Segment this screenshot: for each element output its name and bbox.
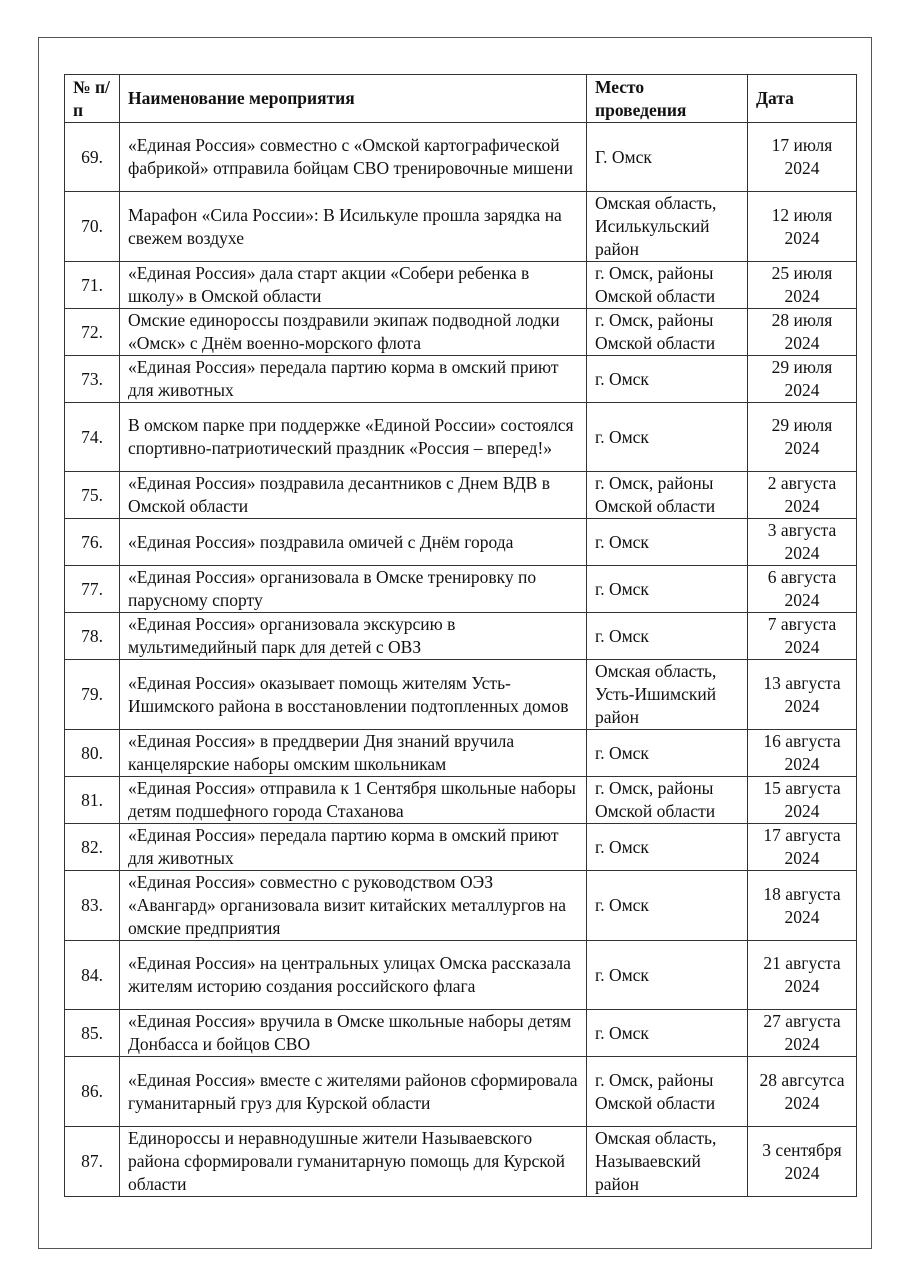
event-date: 18 августа 2024 — [748, 871, 857, 941]
row-number: 78. — [65, 613, 120, 660]
event-date: 29 июля 2024 — [748, 403, 857, 472]
event-date: 25 июля 2024 — [748, 262, 857, 309]
table-row — [65, 730, 857, 777]
event-place: Омская область, Называевский район — [587, 1127, 748, 1197]
table-row — [65, 192, 857, 262]
row-number: 86. — [65, 1057, 120, 1127]
event-place: г. Омск — [587, 403, 748, 472]
event-name: «Единая Россия» организовала в Омске тренировку по парусному спорту — [120, 566, 587, 613]
row-number: 80. — [65, 730, 120, 777]
table-row — [65, 824, 857, 871]
row-number: 74. — [65, 403, 120, 472]
event-place: г. Омск — [587, 613, 748, 660]
event-name: «Единая Россия» вместе с жителями районов сформировала гуманитарный груз для Курской области — [120, 1057, 587, 1127]
event-place: Г. Омск — [587, 123, 748, 192]
table-row — [65, 1057, 857, 1127]
event-name: «Единая Россия» поздравила десантников с Днем ВДВ в Омской области — [120, 472, 587, 519]
table-row — [65, 777, 857, 824]
event-place: г. Омск — [587, 871, 748, 941]
row-number: 77. — [65, 566, 120, 613]
event-date: 27 августа 2024 — [748, 1010, 857, 1057]
events-table — [64, 74, 857, 1197]
table-row — [65, 613, 857, 660]
event-name: «Единая Россия» оказывает помощь жителям Усть-Ишимского района в восстановлении подтопленных домов — [120, 660, 587, 730]
table-row — [65, 1010, 857, 1057]
event-date: 28 авгсутса 2024 — [748, 1057, 857, 1127]
row-number: 73. — [65, 356, 120, 403]
event-name: «Единая Россия» передала партию корма в омский приют для животных — [120, 824, 587, 871]
event-date: 7 августа 2024 — [748, 613, 857, 660]
event-date: 29 июля 2024 — [748, 356, 857, 403]
table-row — [65, 472, 857, 519]
event-name: «Единая Россия» на центральных улицах Омска рассказала жителям историю создания российского флага — [120, 941, 587, 1010]
row-number: 83. — [65, 871, 120, 941]
table-row — [65, 660, 857, 730]
event-name: «Единая Россия» отправила к 1 Сентября школьные наборы детям подшефного города Стаханова — [120, 777, 587, 824]
table-header-row — [65, 75, 857, 123]
event-place: г. Омск, районы Омской области — [587, 777, 748, 824]
event-name: «Единая Россия» организовала экскурсию в мультимедийный парк для детей с ОВЗ — [120, 613, 587, 660]
event-name: «Единая Россия» совместно с руководством ОЭЗ «Авангард» организовала визит китайских металлургов на омские предприятия — [120, 871, 587, 941]
row-number: 72. — [65, 309, 120, 356]
event-date: 12 июля 2024 — [748, 192, 857, 262]
table-row — [65, 1127, 857, 1197]
event-place: г. Омск — [587, 730, 748, 777]
event-name: В омском парке при поддержке «Единой России» состоялся спортивно-патриотический праздник «Россия – вперед!» — [120, 403, 587, 472]
table-row — [65, 871, 857, 941]
row-number: 82. — [65, 824, 120, 871]
event-place: г. Омск — [587, 356, 748, 403]
event-date: 13 августа 2024 — [748, 660, 857, 730]
table-row — [65, 519, 857, 566]
event-place: г. Омск — [587, 824, 748, 871]
event-date: 6 августа 2024 — [748, 566, 857, 613]
table-row — [65, 566, 857, 613]
event-place: г. Омск, районы Омской области — [587, 1057, 748, 1127]
table-row — [65, 123, 857, 192]
event-name: «Единая Россия» совместно с «Омской картографической фабрикой» отправила бойцам СВО тренировочные мишени — [120, 123, 587, 192]
row-number: 69. — [65, 123, 120, 192]
event-name: «Единая Россия» в преддверии Дня знаний вручила канцелярские наборы омским школьникам — [120, 730, 587, 777]
table-row — [65, 403, 857, 472]
table-row — [65, 941, 857, 1010]
event-date: 17 августа 2024 — [748, 824, 857, 871]
header-number: № п/п — [65, 75, 120, 123]
header-place: Место проведения — [587, 75, 748, 123]
header-event-name: Наименование мероприятия — [120, 75, 587, 123]
event-place: г. Омск, районы Омской области — [587, 309, 748, 356]
event-place: Омская область, Усть-Ишимский район — [587, 660, 748, 730]
event-place: г. Омск, районы Омской области — [587, 262, 748, 309]
event-place: г. Омск — [587, 941, 748, 1010]
row-number: 84. — [65, 941, 120, 1010]
event-date: 15 августа 2024 — [748, 777, 857, 824]
row-number: 76. — [65, 519, 120, 566]
row-number: 70. — [65, 192, 120, 262]
table-row — [65, 309, 857, 356]
row-number: 87. — [65, 1127, 120, 1197]
row-number: 79. — [65, 660, 120, 730]
event-name: «Единая Россия» вручила в Омске школьные наборы детям Донбасса и бойцов СВО — [120, 1010, 587, 1057]
event-date: 21 августа 2024 — [748, 941, 857, 1010]
event-date: 2 августа 2024 — [748, 472, 857, 519]
row-number: 75. — [65, 472, 120, 519]
event-place: г. Омск — [587, 1010, 748, 1057]
event-name: Марафон «Сила России»: В Исилькуле прошла зарядка на свежем воздухе — [120, 192, 587, 262]
header-date: Дата — [748, 75, 857, 123]
row-number: 81. — [65, 777, 120, 824]
event-date: 3 августа 2024 — [748, 519, 857, 566]
event-name: Единороссы и неравнодушные жители Называевского района сформировали гуманитарную помощь для Курской области — [120, 1127, 587, 1197]
row-number: 85. — [65, 1010, 120, 1057]
event-date: 28 июля 2024 — [748, 309, 857, 356]
event-name: Омские единороссы поздравили экипаж подводной лодки «Омск» с Днём военно-морского флота — [120, 309, 587, 356]
event-date: 3 сентября 2024 — [748, 1127, 857, 1197]
event-place: г. Омск — [587, 566, 748, 613]
event-place: г. Омск, районы Омской области — [587, 472, 748, 519]
event-name: «Единая Россия» дала старт акции «Собери ребенка в школу» в Омской области — [120, 262, 587, 309]
event-place: г. Омск — [587, 519, 748, 566]
table-row — [65, 356, 857, 403]
event-date: 17 июля 2024 — [748, 123, 857, 192]
table-row — [65, 262, 857, 309]
event-place: Омская область, Исилькульский район — [587, 192, 748, 262]
event-name: «Единая Россия» поздравила омичей с Днём города — [120, 519, 587, 566]
event-date: 16 августа 2024 — [748, 730, 857, 777]
row-number: 71. — [65, 262, 120, 309]
event-name: «Единая Россия» передала партию корма в омский приют для животных — [120, 356, 587, 403]
